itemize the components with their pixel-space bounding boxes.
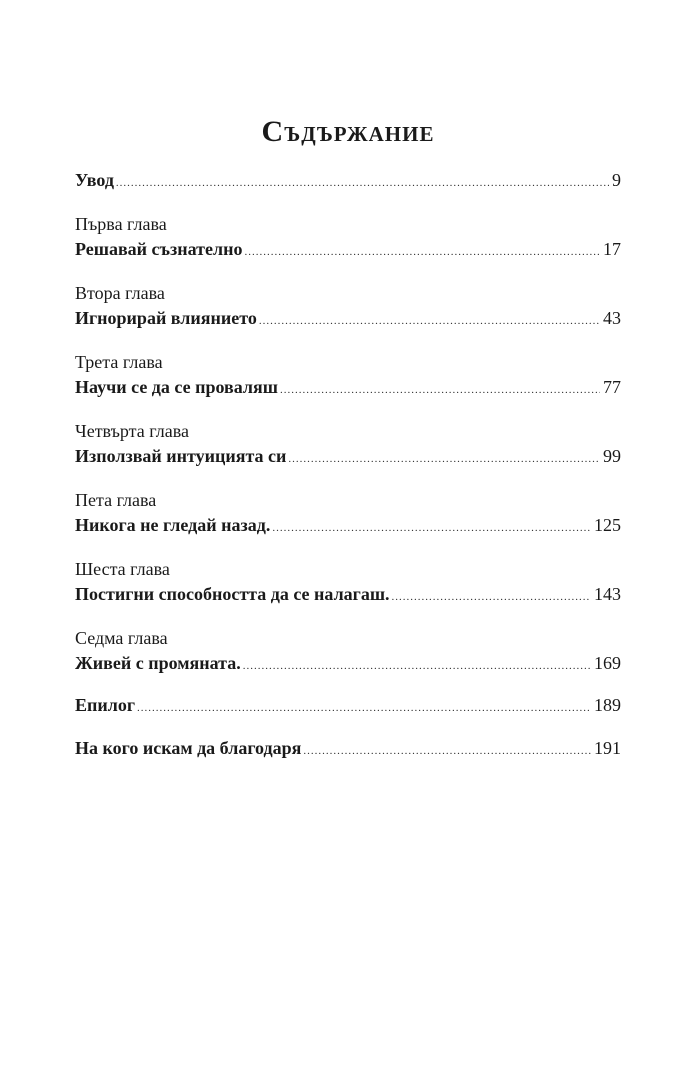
toc-page-number: 189	[594, 695, 621, 715]
toc-entry-acknowledgements	[75, 735, 621, 761]
toc-page-number: 43	[603, 308, 621, 328]
toc-entry-intro	[75, 167, 621, 193]
toc-page-number: 191	[594, 738, 621, 758]
toc-title: Съдържание	[261, 115, 435, 148]
toc-page-number: 169	[594, 653, 621, 673]
chapter-label: Седма глава	[75, 628, 168, 648]
toc-row	[75, 735, 621, 761]
toc-entry-chapter-4	[75, 419, 621, 469]
toc-page-number: 143	[594, 584, 621, 604]
toc-page-number: 17	[603, 239, 621, 259]
chapter-label: Четвърта глава	[75, 421, 189, 441]
dot-leader	[137, 695, 591, 721]
dot-leader	[244, 239, 600, 265]
toc-page-number: 99	[603, 446, 621, 466]
toc-entry-name: Игнорирай влиянието	[75, 308, 257, 328]
toc-row	[75, 581, 621, 607]
chapter-label: Трета глава	[75, 352, 163, 372]
toc-entry-name: Постигни способността да се налагаш.	[75, 584, 390, 604]
toc-entry-name: Решавай съзнателно	[75, 239, 243, 259]
toc-row	[75, 650, 621, 676]
chapter-label: Втора глава	[75, 283, 165, 303]
dot-leader	[303, 738, 591, 764]
toc-page-number: 125	[594, 515, 621, 535]
chapter-label: Шеста глава	[75, 559, 170, 579]
toc-page-number: 9	[612, 170, 621, 190]
toc-entry-chapter-5	[75, 488, 621, 538]
toc-entry-chapter-6	[75, 557, 621, 607]
toc-entry-chapter-7	[75, 626, 621, 676]
toc-entry-chapter-3	[75, 350, 621, 400]
toc-entry-name: Епилог	[75, 695, 136, 715]
toc-entry-name: Използвай интуицията си	[75, 446, 287, 466]
toc-entry-name: На кого искам да благодаря	[75, 738, 302, 758]
toc-entry-name: Никога не гледай назад.	[75, 515, 271, 535]
toc-row	[75, 374, 621, 400]
toc-entry-name: Научи се да се проваляш	[75, 377, 278, 397]
chapter-label: Пета глава	[75, 490, 157, 510]
dot-leader	[116, 170, 609, 196]
toc-row	[75, 236, 621, 262]
toc-entry-name: Увод	[75, 170, 114, 190]
toc-row	[75, 167, 621, 193]
toc-entry-epilogue	[75, 692, 621, 718]
dot-leader	[272, 515, 591, 541]
toc-row	[75, 305, 621, 331]
dot-leader	[392, 584, 591, 610]
toc-row	[75, 692, 621, 718]
toc-entry-chapter-1	[75, 212, 621, 262]
toc-row	[75, 512, 621, 538]
toc-row	[75, 443, 621, 469]
chapter-label: Първа глава	[75, 214, 167, 234]
toc-page-number: 77	[603, 377, 621, 397]
dot-leader	[288, 446, 600, 472]
toc-entry-name: Живей с промяната.	[75, 653, 241, 673]
dot-leader	[243, 653, 591, 679]
toc-entry-chapter-2	[75, 281, 621, 331]
dot-leader	[259, 308, 600, 334]
dot-leader	[280, 377, 600, 403]
